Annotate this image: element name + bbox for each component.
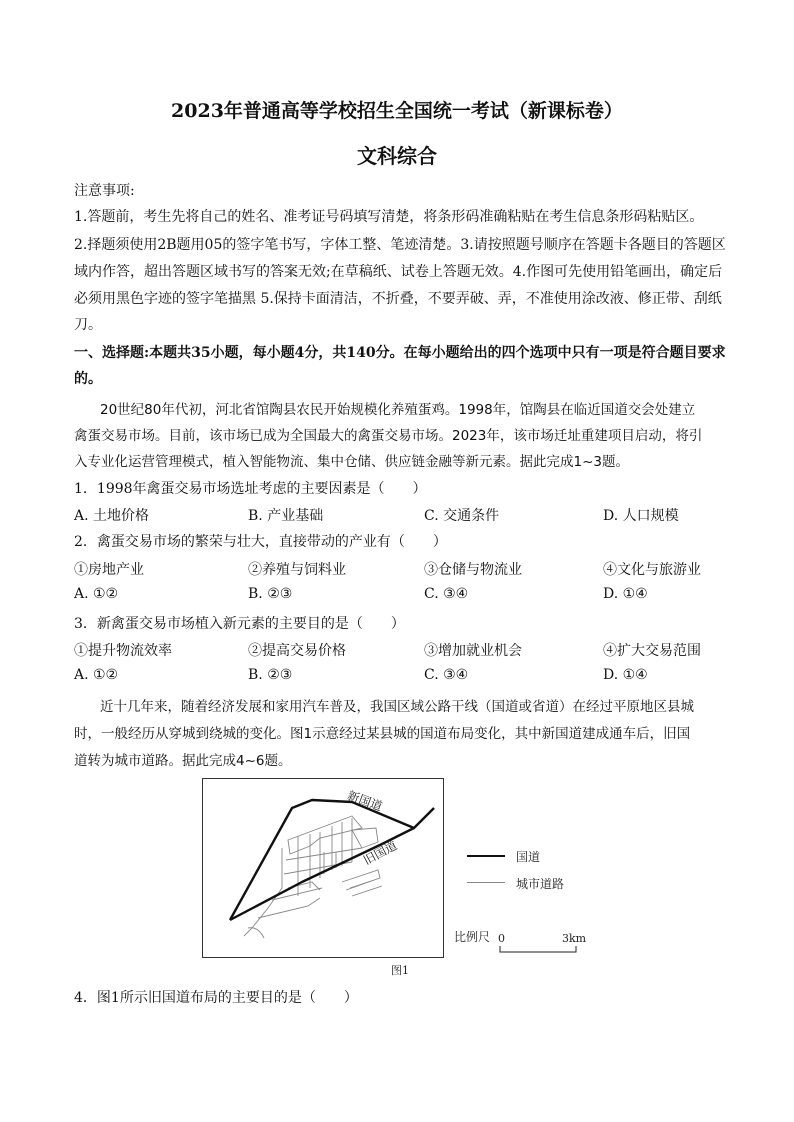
q2-item-4: ④文化与旅游业 [603,562,701,578]
q2-item-2: ②养殖与饲料业 [248,562,346,578]
q2-option-b: B. ②③ [248,586,293,602]
q1-option-a: A. 土地价格 [74,508,150,524]
section-heading-cont: 的。 [74,371,102,387]
page-subtitle: 文科综合 [357,144,437,168]
notice-heading: 注意事项: [74,183,135,199]
q3-option-a: A. ①② [74,667,119,683]
q3-stem: 3．新禽蛋交易市场植入新元素的主要目的是（ ） [74,616,405,632]
passage1-line: 20世纪80年代初，河北省馆陶县农民开始规模化养殖蛋鸡。1998年，馆陶县在临近国道交会处建立 [100,402,696,418]
q4-stem: 4．图1所示旧国道布局的主要目的是（ ） [74,990,358,1006]
passage2-line: 近十几年来，随着经济发展和家用汽车普及，我国区域公路干线（国道或省道）在经过平原地区县城 [100,699,694,715]
q2-item-3: ③仓储与物流业 [424,562,522,578]
legend-national-label: 国道 [516,850,541,864]
passage2-line: 道转为城市道路。据此完成4~6题。 [74,753,292,769]
q3-item-2: ②提高交易价格 [248,643,346,659]
q3-option-c: C. ③④ [424,667,469,683]
q3-item-4: ④扩大交易范围 [603,643,701,659]
section-heading: 一、选择题:本题共35小题，每小题4分，共140分。在每小题给出的四个选项中只有一项是符合题目要求 [74,345,726,361]
scale-end: 3km [562,932,587,945]
q1-stem: 1．1998年禽蛋交易市场选址考虑的主要因素是（ ） [74,481,427,497]
q3-option-d: D. ①④ [603,667,648,683]
q1-option-d: D. 人口规模 [603,508,679,524]
label-old-road: 旧国道 [361,838,400,868]
q2-stem: 2．禽蛋交易市场的繁荣与壮大，直接带动的产业有（ ） [74,534,447,550]
legend-city-line [467,882,505,883]
notice-line: 域内作答，超出答题区域书写的答案无效;在草稿纸、试卷上答题无效。4.作图可先使用铅笔画出，确定后 [74,264,723,280]
map-frame [203,779,444,958]
notice-line: 必须用黑色字迹的签字笔描黑 5.保持卡面清洁，不折叠，不要弄破、弄，不准使用涂改液、修正带、刮纸 [74,291,722,307]
legend-national-line [467,855,505,857]
q1-option-b: B. 产业基础 [248,508,324,524]
scale-zero: 0 [498,932,505,945]
q2-option-a: A. ①② [74,586,119,602]
notice-line: 2.择题须使用2B题用05的签字笔书写，字体工整、笔迹清楚。3.请按照题号顺序在答题卡各题目的答题区 [74,237,726,253]
scale-bar [498,944,580,956]
notice-line: 刀。 [74,317,102,333]
q3-item-1: ①提升物流效率 [74,643,172,659]
q2-option-d: D. ①④ [603,586,648,602]
passage2-line: 时，一般经历从穿城到绕城的变化。图1示意经过某县城的国道布局变化，其中新国道建成通车后，旧国 [74,726,691,742]
q2-option-c: C. ③④ [424,586,469,602]
county-road-map [202,778,444,958]
q3-item-3: ③增加就业机会 [424,643,522,659]
label-new-road: 新国道 [345,788,385,814]
notice-line: 1.答题前，考生先将自己的姓名、准考证号码填写清楚，将条形码准确粘贴在考生信息条形码粘贴区。 [74,209,704,225]
q1-option-c: C. 交通条件 [424,508,500,524]
passage1-line: 入专业化运营管理模式，植入智能物流、集中仓储、供应链金融等新元素。据此完成1~3题。 [74,454,629,470]
figure-caption: 图1 [391,964,409,977]
passage1-line: 禽蛋交易市场。目前，该市场已成为全国最大的禽蛋交易市场。2023年，该市场迁址重建项目启动，将引 [74,428,703,444]
q3-option-b: B. ②③ [248,667,293,683]
q2-item-1: ①房地产业 [74,562,144,578]
page-title: 2023年普通高等学校招生全国统一考试（新课标卷） [171,100,623,122]
scale-label: 比例尺 [454,930,491,944]
legend-city-label: 城市道路 [516,877,565,891]
